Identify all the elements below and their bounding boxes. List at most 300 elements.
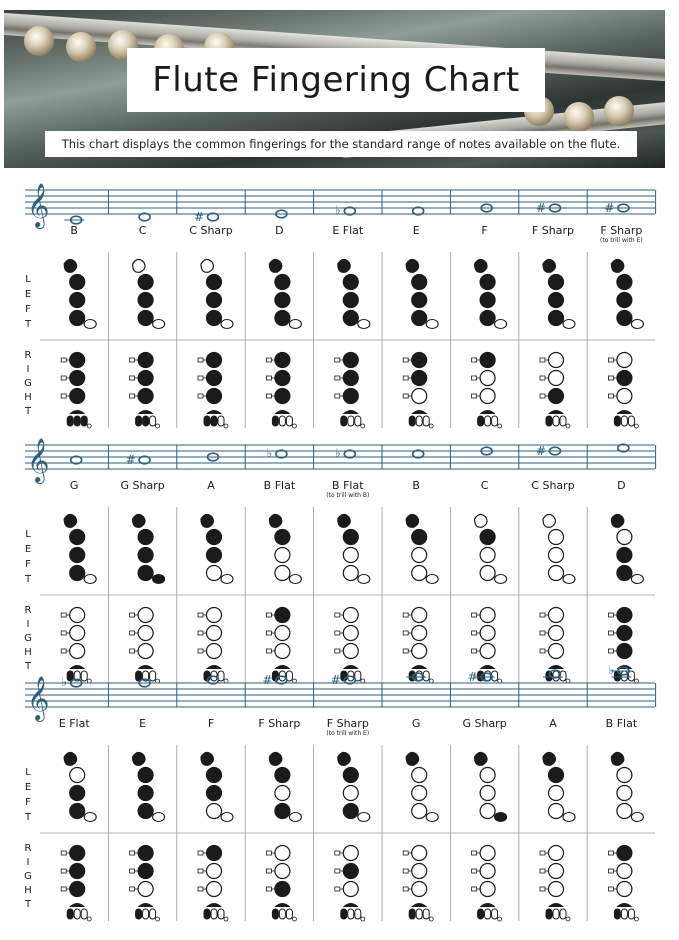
open-hole-icon [275, 644, 290, 659]
closed-hole-icon [412, 293, 427, 308]
trill-key-icon [61, 376, 66, 380]
note-name-label: E [139, 717, 147, 730]
closed-hole-icon [70, 353, 85, 368]
trill-key-icon [198, 649, 203, 653]
foot-key-icon [628, 909, 634, 919]
foot-key-icon [478, 416, 484, 426]
open-hole-icon [549, 804, 564, 819]
trill-key-icon [198, 851, 203, 855]
foot-key-icon [423, 909, 429, 919]
thumb-key-icon [406, 259, 418, 272]
section-2 [24, 438, 656, 683]
pinky-key-icon [84, 575, 96, 584]
right-hand-letter: T [24, 661, 32, 672]
note-name-label: B [412, 479, 420, 492]
closed-hole-icon [549, 275, 564, 290]
trill-key-icon [130, 649, 135, 653]
right-hand-letter: T [24, 406, 32, 417]
open-hole-icon [343, 644, 358, 659]
open-hole-icon [480, 786, 495, 801]
thumb-key-icon [611, 752, 623, 765]
closed-hole-icon [343, 389, 358, 404]
closed-hole-icon [480, 530, 495, 545]
closed-hole-icon [275, 353, 290, 368]
closed-hole-icon [207, 311, 222, 326]
right-hand-letter: R [24, 350, 32, 361]
foot-key-icon [614, 671, 620, 681]
flat-icon: ♭ [266, 446, 273, 460]
note-column [403, 207, 438, 428]
trill-key-icon [61, 887, 66, 891]
foot-key-icon [423, 416, 429, 426]
foot-key-icon [341, 909, 347, 919]
closed-hole-icon [343, 530, 358, 545]
trill-key-icon [61, 613, 66, 617]
right-hand-letter: I [26, 619, 30, 630]
foot-key-icon [150, 671, 156, 681]
open-hole-icon [138, 626, 153, 641]
foot-key-icon [546, 416, 552, 426]
trill-key-icon [540, 394, 545, 398]
closed-hole-icon [480, 311, 495, 326]
trill-key-icon [472, 887, 477, 891]
closed-hole-icon [138, 371, 153, 386]
pinky-key-icon [358, 813, 370, 822]
closed-hole-icon [343, 353, 358, 368]
foot-lever-icon [343, 410, 359, 414]
trill-key-icon [335, 887, 340, 891]
foot-key-icon [355, 416, 361, 426]
closed-hole-icon [207, 389, 222, 404]
foot-key-icon [348, 416, 354, 426]
closed-hole-icon [412, 275, 427, 290]
trill-key-icon [266, 869, 271, 873]
right-hand-letter: G [24, 378, 32, 389]
foot-lever-icon [206, 410, 222, 414]
open-hole-icon [275, 548, 290, 563]
foot-key-icon [74, 416, 80, 426]
trill-key-icon [130, 851, 135, 855]
note-name-label: F Sharp [258, 717, 301, 730]
open-hole-icon [617, 530, 632, 545]
trill-key-icon [266, 394, 271, 398]
foot-key-icon [286, 909, 292, 919]
note-name-label: F Sharp [326, 717, 369, 730]
trill-key-icon [335, 613, 340, 617]
note-column [130, 679, 165, 921]
closed-hole-icon [138, 530, 153, 545]
closed-hole-icon [617, 371, 632, 386]
pinky-key-icon [358, 320, 370, 329]
right-hand-letter: R [24, 605, 32, 616]
trill-key-icon [335, 851, 340, 855]
closed-hole-icon [138, 389, 153, 404]
open-hole-icon [343, 608, 358, 623]
note-name-label: B [70, 224, 78, 237]
note-name-label: C [480, 479, 489, 492]
closed-hole-icon [275, 608, 290, 623]
foot-roller-icon [566, 424, 570, 428]
note-name-label: B Flat [605, 717, 638, 730]
foot-roller-icon [292, 917, 296, 921]
right-hand-letter: G [24, 633, 32, 644]
pinky-key-icon [221, 320, 233, 329]
thumb-key-icon [611, 514, 623, 527]
open-hole-icon [480, 768, 495, 783]
sharp-icon: # [604, 201, 615, 215]
note-name-label: A [549, 717, 557, 730]
closed-hole-icon [343, 275, 358, 290]
left-hand-letter: E [24, 544, 32, 555]
trill-key-icon [266, 358, 271, 362]
thumb-key-icon [269, 514, 281, 527]
left-hand-letter: L [25, 529, 31, 540]
foot-lever-icon [548, 665, 564, 669]
closed-hole-icon [138, 548, 153, 563]
trill-key-icon [403, 631, 408, 635]
right-hand-letter: H [24, 647, 32, 658]
trill-key-icon [608, 851, 613, 855]
open-hole-icon [549, 644, 564, 659]
trill-key-icon [403, 376, 408, 380]
open-hole-icon [549, 353, 564, 368]
foot-key-icon [279, 416, 285, 426]
foot-key-icon [211, 909, 217, 919]
closed-hole-icon [70, 293, 85, 308]
foot-roller-icon [87, 917, 91, 921]
note-name-label: F [481, 224, 488, 237]
note-sub-label: (to trill with E) [326, 730, 370, 737]
trill-key-icon [198, 376, 203, 380]
note-column [326, 446, 370, 683]
foot-key-icon [150, 416, 156, 426]
trill-key-icon [608, 869, 613, 873]
closed-hole-icon [70, 530, 85, 545]
closed-hole-icon [275, 804, 290, 819]
open-hole-icon [412, 548, 427, 563]
note-column [532, 201, 575, 428]
left-hand-letter: F [25, 559, 31, 570]
open-hole-icon [480, 846, 495, 861]
pinky-key-icon [495, 320, 507, 329]
open-hole-icon [412, 864, 427, 879]
open-hole-icon [207, 608, 222, 623]
closed-hole-icon [70, 804, 85, 819]
open-hole-icon [343, 882, 358, 897]
trill-key-icon [61, 394, 66, 398]
pinky-key-icon [221, 813, 233, 822]
foot-roller-icon [87, 679, 91, 683]
note-name-label: A [207, 479, 215, 492]
open-hole-icon [70, 768, 85, 783]
closed-hole-icon [412, 371, 427, 386]
open-hole-icon [138, 608, 153, 623]
note-column [608, 444, 643, 683]
pinky-key-icon [289, 813, 301, 822]
open-hole-icon [549, 371, 564, 386]
foot-roller-icon [498, 917, 502, 921]
note-column [266, 210, 301, 428]
foot-lever-icon [138, 665, 154, 669]
open-hole-icon [412, 804, 427, 819]
foot-roller-icon [634, 679, 638, 683]
foot-key-icon [614, 416, 620, 426]
trill-key-icon [472, 649, 477, 653]
foot-key-icon [136, 909, 142, 919]
foot-key-icon [81, 416, 87, 426]
note-name-label: G Sharp [120, 479, 165, 492]
open-hole-icon [207, 804, 222, 819]
thumb-key-icon [201, 752, 213, 765]
note-column [403, 673, 438, 921]
trill-key-icon [198, 887, 203, 891]
open-hole-icon [412, 786, 427, 801]
closed-hole-icon [138, 768, 153, 783]
foot-roller-icon [566, 917, 570, 921]
trill-key-icon [335, 376, 340, 380]
thumb-key-icon [338, 514, 350, 527]
right-hand-letter: I [26, 364, 30, 375]
right-hand-letter: R [24, 843, 32, 854]
treble-clef-icon: 𝄞 [27, 183, 50, 227]
thumb-key-icon [64, 259, 76, 272]
foot-roller-icon [87, 424, 91, 428]
open-hole-icon [207, 566, 222, 581]
closed-hole-icon [275, 768, 290, 783]
trill-key-icon [130, 869, 135, 873]
trill-key-icon [472, 394, 477, 398]
foot-key-icon [272, 416, 278, 426]
foot-key-icon [218, 909, 224, 919]
foot-lever-icon [343, 665, 359, 669]
foot-roller-icon [361, 917, 365, 921]
thumb-key-icon [201, 514, 213, 527]
open-hole-icon [549, 864, 564, 879]
foot-key-icon [492, 416, 498, 426]
open-hole-icon [343, 548, 358, 563]
open-hole-icon [412, 626, 427, 641]
trill-key-icon [266, 887, 271, 891]
open-hole-icon [480, 882, 495, 897]
foot-lever-icon [411, 410, 427, 414]
trill-key-icon [335, 631, 340, 635]
open-hole-icon [412, 566, 427, 581]
pinky-key-icon [631, 575, 643, 584]
open-hole-icon [549, 608, 564, 623]
open-hole-icon [480, 548, 495, 563]
closed-hole-icon [275, 371, 290, 386]
closed-hole-icon [617, 293, 632, 308]
trill-key-icon [198, 631, 203, 635]
trill-key-icon [198, 613, 203, 617]
foot-key-icon [204, 416, 210, 426]
foot-roller-icon [498, 424, 502, 428]
thumb-key-icon [543, 259, 555, 272]
note-name-label: B Flat [263, 479, 296, 492]
foot-key-icon [341, 416, 347, 426]
closed-hole-icon [480, 353, 495, 368]
thumb-key-icon [338, 259, 350, 272]
foot-key-icon [143, 416, 149, 426]
foot-key-icon [492, 909, 498, 919]
open-hole-icon [617, 804, 632, 819]
foot-roller-icon [429, 917, 433, 921]
thumb-key-icon [406, 514, 418, 527]
foot-roller-icon [156, 424, 160, 428]
closed-hole-icon [275, 311, 290, 326]
thumb-key-icon [543, 752, 555, 765]
note-column [600, 201, 643, 428]
trill-key-icon [130, 358, 135, 362]
thumb-key-icon [543, 514, 555, 527]
note-column [531, 444, 575, 683]
foot-key-icon [553, 671, 559, 681]
closed-hole-icon [70, 311, 85, 326]
open-hole-icon [70, 626, 85, 641]
left-hand-letter: L [25, 767, 31, 778]
sharp-icon: # [125, 453, 136, 467]
left-hand-letter: E [24, 782, 32, 793]
foot-lever-icon [411, 665, 427, 669]
sharp-icon: # [535, 201, 547, 215]
open-hole-icon [617, 786, 632, 801]
closed-hole-icon [70, 786, 85, 801]
foot-key-icon [485, 416, 491, 426]
trill-key-icon [266, 851, 271, 855]
open-hole-icon [549, 626, 564, 641]
pinky-key-icon [495, 575, 507, 584]
trill-key-icon [130, 376, 135, 380]
trill-key-icon [130, 631, 135, 635]
open-hole-icon [617, 882, 632, 897]
foot-key-icon [74, 909, 80, 919]
open-hole-icon [549, 566, 564, 581]
foot-roller-icon [361, 679, 365, 683]
right-hand-letter: G [24, 871, 32, 882]
note-column [403, 450, 438, 683]
closed-hole-icon [549, 311, 564, 326]
open-hole-icon [207, 864, 222, 879]
closed-hole-icon [617, 846, 632, 861]
note-column [472, 204, 507, 428]
pinky-key-icon [153, 320, 165, 329]
trill-key-icon [61, 631, 66, 635]
closed-hole-icon [207, 548, 222, 563]
foot-roller-icon [224, 424, 228, 428]
note-name-label: G Sharp [462, 717, 507, 730]
open-hole-icon [207, 882, 222, 897]
foot-key-icon [560, 416, 566, 426]
closed-hole-icon [138, 846, 153, 861]
note-column [189, 210, 233, 428]
open-hole-icon [480, 566, 495, 581]
open-hole-icon [275, 786, 290, 801]
foot-key-icon [81, 671, 87, 681]
open-hole-icon [549, 882, 564, 897]
section-1 [24, 183, 656, 428]
closed-hole-icon [480, 293, 495, 308]
right-hand-letter: T [24, 899, 32, 910]
closed-hole-icon [70, 846, 85, 861]
foot-roller-icon [224, 679, 228, 683]
foot-roller-icon [498, 679, 502, 683]
thumb-key-icon [475, 514, 487, 527]
closed-hole-icon [138, 353, 153, 368]
open-hole-icon [275, 566, 290, 581]
foot-lever-icon [548, 410, 564, 414]
note-column [198, 676, 233, 921]
closed-hole-icon [207, 371, 222, 386]
foot-key-icon [621, 909, 627, 919]
trill-key-icon [61, 869, 66, 873]
open-hole-icon [343, 846, 358, 861]
closed-hole-icon [549, 293, 564, 308]
closed-hole-icon [617, 608, 632, 623]
closed-hole-icon [138, 566, 153, 581]
closed-hole-icon [70, 864, 85, 879]
open-hole-icon [412, 644, 427, 659]
closed-hole-icon [70, 548, 85, 563]
foot-lever-icon [138, 410, 154, 414]
pinky-key-icon [563, 575, 575, 584]
foot-key-icon [67, 909, 73, 919]
note-name-label: C Sharp [531, 479, 575, 492]
foot-key-icon [546, 909, 552, 919]
closed-hole-icon [617, 626, 632, 641]
open-hole-icon [480, 389, 495, 404]
pinky-key-icon [631, 813, 643, 822]
closed-hole-icon [70, 882, 85, 897]
note-column [258, 673, 301, 921]
foot-key-icon [211, 416, 217, 426]
open-hole-icon [343, 626, 358, 641]
thumb-key-icon [475, 752, 487, 765]
treble-clef-icon: 𝄞 [27, 438, 50, 482]
foot-lever-icon [616, 410, 632, 414]
trill-key-icon [61, 851, 66, 855]
thumb-key-icon [406, 752, 418, 765]
trill-key-icon [608, 649, 613, 653]
closed-hole-icon [138, 864, 153, 879]
closed-hole-icon [275, 882, 290, 897]
note-column [606, 663, 644, 921]
trill-key-icon [472, 851, 477, 855]
note-name-label: E Flat [332, 224, 364, 237]
open-hole-icon [343, 566, 358, 581]
closed-hole-icon [549, 389, 564, 404]
closed-hole-icon [412, 530, 427, 545]
foot-key-icon [416, 416, 422, 426]
trill-key-icon [335, 358, 340, 362]
open-hole-icon [549, 548, 564, 563]
left-hand-letter: F [25, 797, 31, 808]
closed-hole-icon [617, 275, 632, 290]
closed-hole-icon [617, 311, 632, 326]
closed-hole-icon [275, 275, 290, 290]
foot-key-icon [355, 909, 361, 919]
closed-hole-icon [275, 530, 290, 545]
foot-key-icon [279, 909, 285, 919]
open-hole-icon [617, 389, 632, 404]
note-column [472, 447, 507, 683]
note-column [61, 216, 96, 428]
closed-hole-icon [207, 768, 222, 783]
trill-key-icon [403, 649, 408, 653]
trill-key-icon [540, 869, 545, 873]
foot-key-icon [409, 416, 415, 426]
open-hole-icon [549, 530, 564, 545]
foot-key-icon [67, 416, 73, 426]
